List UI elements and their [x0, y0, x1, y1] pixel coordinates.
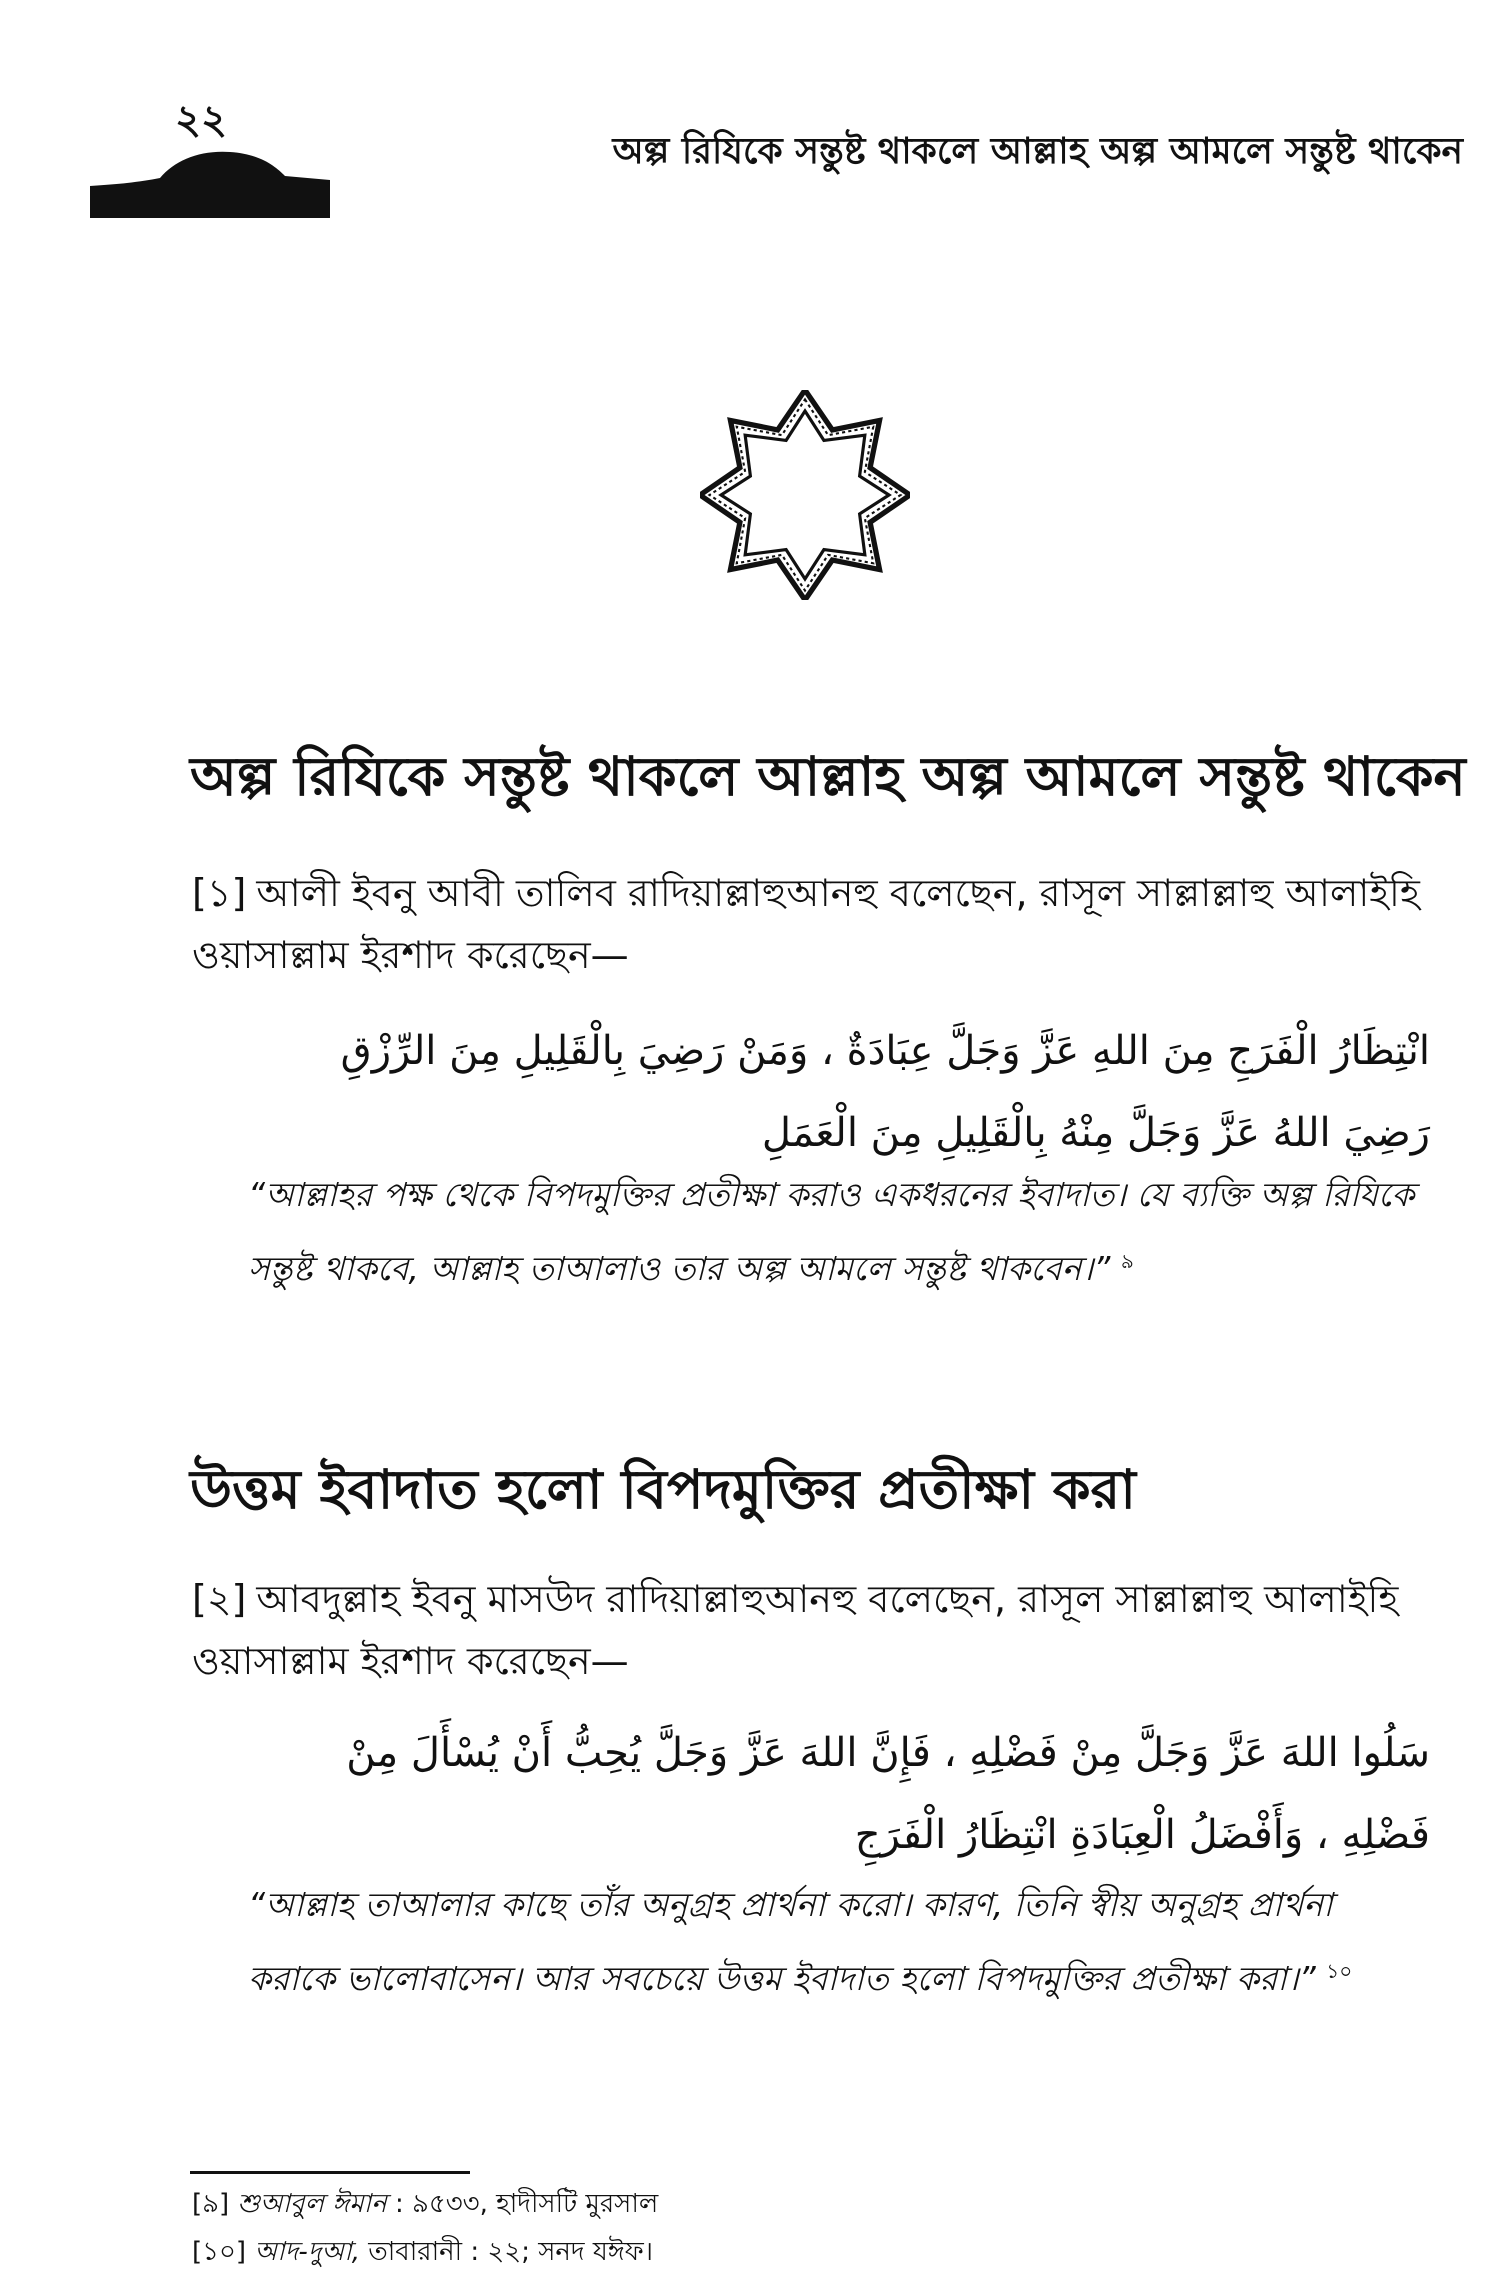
footnotes — [192, 2180, 1392, 2276]
section-heading-1: অল্প রিযিকে সন্তুষ্ট থাকলে আল্লাহ অল্প আমলে সন্তুষ্ট থাকেন — [190, 745, 1466, 808]
translation-1 — [248, 1162, 1423, 1302]
footnote-source: শুআবুল ঈমান — [237, 2189, 387, 2219]
translation-2 — [248, 1872, 1423, 2012]
page-header — [0, 0, 1501, 230]
hadith-intro-1 — [192, 862, 1437, 986]
hadith-intro-text: আবদুল্লাহ ইবনু মাসউদ রাদিয়াল্লাহুআনহু বলেছেন, রাসূল সাল্লাল্লাহু আলাইহি ওয়াসাল্লাম ইরশাদ করেছেন— — [192, 1577, 1399, 1683]
footnote-marker: ১০ — [1326, 1959, 1353, 1983]
footnote-number: [৯] — [192, 2189, 230, 2219]
hadith-intro-2 — [192, 1568, 1437, 1692]
translation-text: “আল্লাহ তাআলার কাছে তাঁর অনুগ্রহ প্রার্থনা করো। কারণ, তিনি স্বীয় অনুগ্রহ প্রার্থনা করাকে ভালোবাসেন। আর সবচেয়ে উত্তম ইবাদাত হলো বিপদমুক্তির প্রতীক্ষা করা।” — [248, 1885, 1333, 1998]
header-mound-ornament — [90, 150, 330, 218]
star-ornament-icon — [700, 390, 910, 600]
footnote-marker: ৯ — [1120, 1249, 1134, 1273]
arabic-hadith-2: سَلُوا اللهَ عَزَّ وَجَلَّ مِنْ فَضْلِهِ ، فَإِنَّ اللهَ عَزَّ وَجَلَّ يُحِبُّ أَنْ يُسْأَلَ مِنْ فَضْلِهِ ، وَأَفْضَلُ الْعِبَادَةِ انْتِظَارُ الْفَرَجِ — [346, 1730, 1430, 1858]
footnote-item — [192, 2180, 1392, 2228]
footnote-detail: : ৯৫৩৩, হাদীসটি মুরসাল — [386, 2189, 659, 2219]
running-title: অল্প রিযিকে সন্তুষ্ট থাকলে আল্লাহ অল্প আমলে সন্তুষ্ট থাকেন — [612, 131, 1463, 172]
footnote-source: আদ-দুআ, — [254, 2237, 360, 2267]
hadith-ref-number: [২] — [192, 1577, 247, 1621]
translation-text: “আল্লাহর পক্ষ থেকে বিপদমুক্তির প্রতীক্ষা করাও একধরনের ইবাদাত। যে ব্যক্তি অল্প রিযিকে সন্তুষ্ট থাকবে, আল্লাহ তাআলাও তার অল্প আমলে সন্তুষ্ট থাকবেন।” — [248, 1175, 1415, 1288]
page-number: ২২ — [175, 97, 228, 143]
footnote-detail: তাবারানী : ২২; সনদ যঈফ। — [359, 2237, 654, 2267]
hadith-intro-text: আলী ইবনু আবী তালিব রাদিয়াল্লাহুআনহু বলেছেন, রাসূল সাল্লাল্লাহু আলাইহি ওয়াসাল্লাম ইরশাদ করেছেন— — [192, 871, 1420, 977]
footnote-number: [১০] — [192, 2237, 247, 2267]
footnote-item — [192, 2228, 1392, 2276]
arabic-hadith-1: انْتِظَارُ الْفَرَجِ مِنَ اللهِ عَزَّ وَجَلَّ عِبَادَةٌ ، وَمَنْ رَضِيَ بِالْقَلِيلِ مِنَ الرِّزْقِ رَضِيَ اللهُ عَزَّ وَجَلَّ مِنْهُ بِالْقَلِيلِ مِنَ الْعَمَلِ — [340, 1028, 1430, 1156]
hadith-ref-number: [১] — [192, 871, 247, 915]
section-heading-2: উত্তম ইবাদাত হলো বিপদমুক্তির প্রতীক্ষা করা — [190, 1458, 1136, 1521]
footnote-divider — [190, 2171, 470, 2174]
